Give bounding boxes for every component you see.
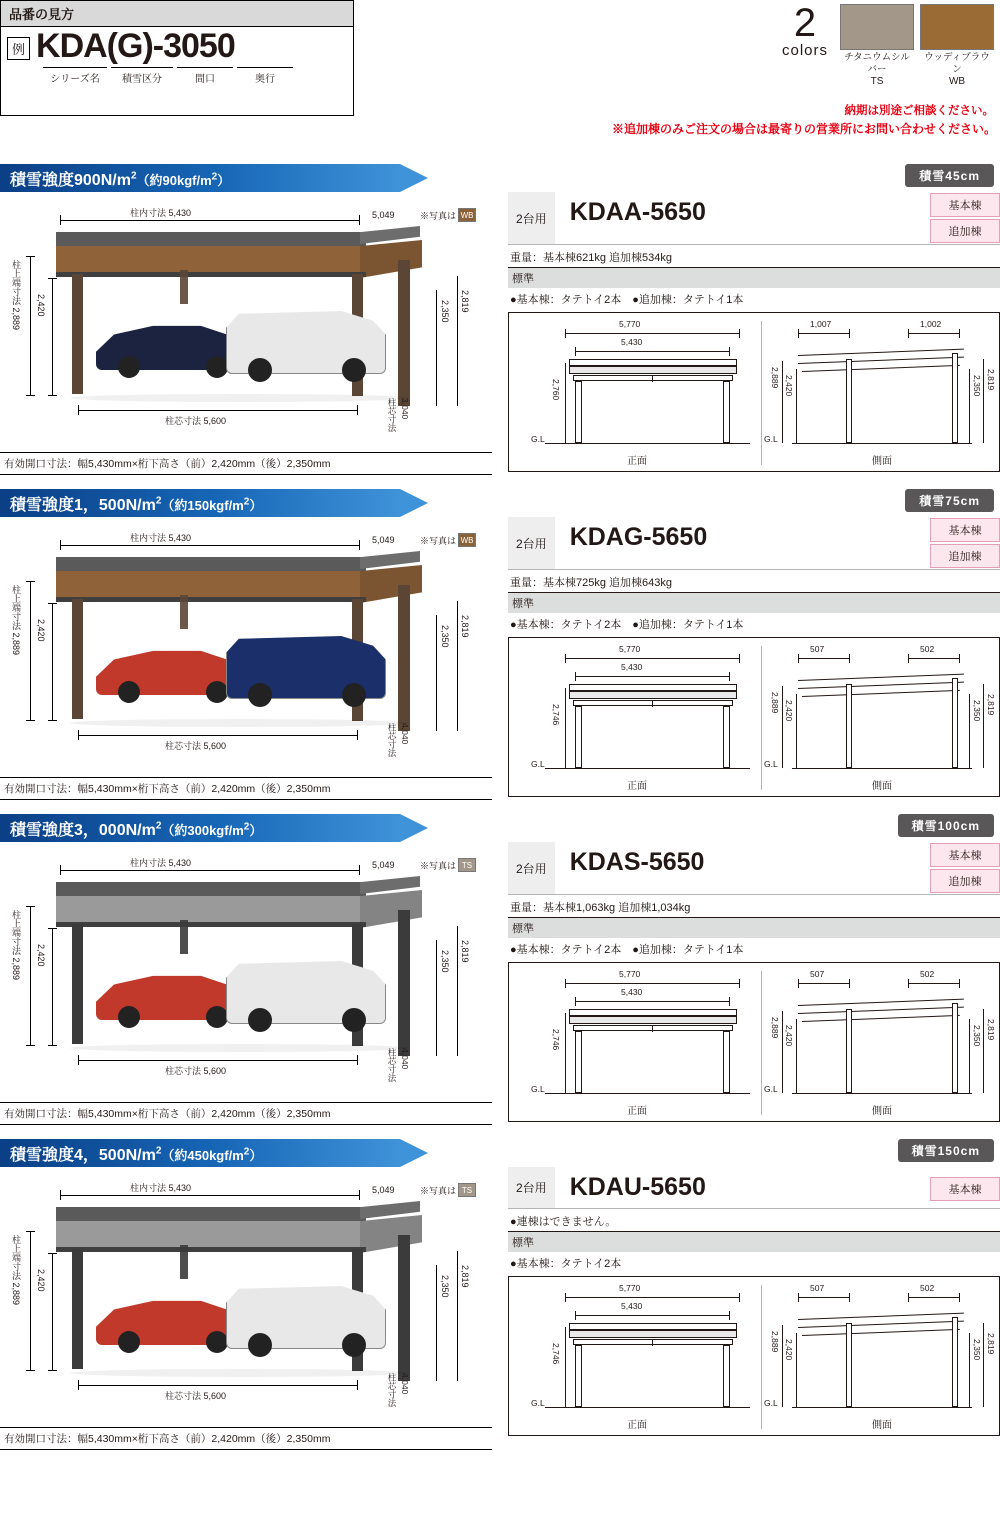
additional-unit-note: ※追加棟のみご注文の場合は最寄りの営業所にお問い合わせください。 <box>611 122 996 136</box>
dim-center-width-0: 柱芯寸法 5,600 <box>165 416 227 426</box>
snow-tab-2: 積雪100cm <box>898 814 994 837</box>
model-guide-title: 品番の見方 <box>1 1 353 27</box>
spec-drawing-2 <box>508 962 1000 1122</box>
product-standard-3: 標準 <box>508 1232 1000 1252</box>
strength-text-3: 積雪強度4，$500N/m^2$（約$450kgf/m^2$） <box>10 1145 263 1164</box>
dim-2350-3: 2,350 <box>440 1275 450 1298</box>
legend-snow: 積雪区分 <box>111 67 173 85</box>
front-top-dim-2: 5,770 <box>619 969 641 979</box>
dim-center-width-1: 柱芯寸法 5,600 <box>165 741 227 751</box>
side-label-0: 側面 <box>872 456 892 467</box>
side-h2350-0: 2,350 <box>972 375 982 397</box>
side-right-dim-1: 502 <box>920 644 935 654</box>
side-h2819-0: 2,819 <box>986 369 996 391</box>
product-weight-1: 重量：基本棟725kg 追加棟643kg <box>508 570 1000 593</box>
product-parts-2: ●基本棟：タテトイ2本 ●追加棟：タテトイ1本 <box>510 944 744 956</box>
carport-illustration-3 <box>0 1173 492 1423</box>
dim-2420-1: 2,420 <box>36 619 46 642</box>
front-height-1: 2,746 <box>551 704 561 726</box>
product-weight-0: 重量：基本棟621kg 追加棟534kg <box>508 245 1000 268</box>
carport-illustration-0 <box>0 198 492 448</box>
swatch-ts-code: TS <box>870 75 884 87</box>
side-h2819-2: 2,819 <box>986 1019 996 1041</box>
front-top-dim-1: 5,770 <box>619 644 641 654</box>
front-gl-3: G.L <box>531 1398 545 1408</box>
dim-center-depth-label-3: 柱芯寸法 <box>387 1373 397 1407</box>
tag-2-0: 基本棟 <box>930 843 1000 867</box>
product-header-3 <box>508 1167 1000 1209</box>
side-right-dim-2: 502 <box>920 969 935 979</box>
front-inner-dim-1: 5,430 <box>621 662 643 672</box>
tag-1-1: 追加棟 <box>930 544 1000 568</box>
product-qty-0: 2台用 <box>508 192 556 244</box>
front-view-1 <box>509 638 761 796</box>
swatch-wb-name: ウッディブラウン <box>924 52 990 75</box>
side-h2420-0: 2,420 <box>784 375 794 397</box>
dim-depth-0: 5,049 <box>372 210 395 220</box>
product-standard-2: 標準 <box>508 918 1000 938</box>
side-left-dim-1: 507 <box>810 644 825 654</box>
strength-banner-1 <box>0 489 440 517</box>
photo-note-text-3: ※写真は <box>420 1185 457 1196</box>
photo-color-chip-1: WB <box>458 533 476 547</box>
tag-0-1: 追加棟 <box>930 219 1000 243</box>
color-options <box>781 1 994 87</box>
side-h2889-2: 2,889 <box>770 1017 780 1039</box>
legend-series: シリーズ名 <box>43 67 107 85</box>
colors-number: 2 <box>793 1 817 45</box>
dim-center-depth-label-1: 柱芯寸法 <box>387 723 397 757</box>
product-header-1 <box>508 517 1000 570</box>
product-parts-0: ●基本棟：タテトイ2本 ●追加棟：タテトイ1本 <box>510 294 744 306</box>
spec-drawing-1 <box>508 637 1000 797</box>
tag-2-1: 追加棟 <box>930 869 1000 893</box>
strength-text-2: 積雪強度3，$000N/m^2$（約$300kgf/m^2$） <box>10 820 263 839</box>
open-dimension-note-3: 有効開口寸法：幅5,430mm×桁下高さ（前）2,420mm（後）2,350mm <box>0 1427 492 1450</box>
side-h2350-3: 2,350 <box>972 1339 982 1361</box>
dim-center-width-3: 柱芯寸法 5,600 <box>165 1391 227 1401</box>
spec-section-3 <box>0 1139 1000 1450</box>
dim-inner-width-2: 柱内寸法 5,430 <box>130 858 192 868</box>
photo-note-text-0: ※写真は <box>420 210 457 221</box>
dim-center-width-2: 柱芯寸法 5,600 <box>165 1066 227 1076</box>
spec-drawing-3 <box>508 1276 1000 1436</box>
side-h2889-0: 2,889 <box>770 367 780 389</box>
swatch-wb-chip <box>920 4 994 50</box>
front-inner-dim-2: 5,430 <box>621 987 643 997</box>
spec-section-0 <box>0 164 1000 475</box>
dim-height-upper-2: 柱上端寸法 2,889 <box>11 910 21 981</box>
model-code: KDA(G)-3050 <box>36 27 235 65</box>
dim-height-upper-1: 柱上端寸法 2,889 <box>11 585 21 656</box>
spec-section-2 <box>0 814 1000 1125</box>
dim-center-depth-label-2: 柱芯寸法 <box>387 1048 397 1082</box>
legend-width: 間口 <box>177 67 233 85</box>
front-view-0 <box>509 313 761 471</box>
product-tags-3 <box>930 1167 1000 1208</box>
front-gl-1: G.L <box>531 759 545 769</box>
snow-tab-1: 積雪75cm <box>905 489 994 512</box>
dim-2420-2: 2,420 <box>36 944 46 967</box>
swatch-ts <box>840 4 914 87</box>
photo-color-chip-2: TS <box>458 858 476 872</box>
front-label-3: 正面 <box>627 1420 647 1431</box>
side-right-dim-0: 1,002 <box>920 319 942 329</box>
dim-2350-0: 2,350 <box>440 300 450 323</box>
dim-2819-1: 2,819 <box>460 615 470 638</box>
dim-2420-0: 2,420 <box>36 294 46 317</box>
tag-0-0: 基本棟 <box>930 193 1000 217</box>
side-view-1 <box>762 638 999 796</box>
dim-center-depth-0: 3,040 <box>400 398 410 420</box>
product-header-0 <box>508 192 1000 245</box>
dim-2420-3: 2,420 <box>36 1269 46 1292</box>
photo-color-chip-3: TS <box>458 1183 476 1197</box>
side-left-dim-3: 507 <box>810 1283 825 1293</box>
product-standard-0: 標準 <box>508 268 1000 288</box>
model-number-guide <box>0 0 354 116</box>
photo-note-text-2: ※写真は <box>420 860 457 871</box>
dim-depth-1: 5,049 <box>372 535 395 545</box>
front-top-dim-3: 5,770 <box>619 1283 641 1293</box>
product-tags-2 <box>930 842 1000 894</box>
swatch-ts-name: チタニウムシルバー <box>844 52 910 75</box>
front-top-dim-0: 5,770 <box>619 319 641 329</box>
open-dimension-note-1: 有効開口寸法：幅5,430mm×桁下高さ（前）2,420mm（後）2,350mm <box>0 777 492 800</box>
front-label-2: 正面 <box>627 1106 647 1117</box>
dim-height-upper-3: 柱上端寸法 2,889 <box>11 1235 21 1306</box>
dim-2819-2: 2,819 <box>460 940 470 963</box>
side-gl-1: G.L <box>764 759 778 769</box>
dim-inner-width-0: 柱内寸法 5,430 <box>130 208 192 218</box>
side-h2420-2: 2,420 <box>784 1025 794 1047</box>
side-h2420-1: 2,420 <box>784 700 794 722</box>
photo-color-note-2 <box>420 858 476 872</box>
swatch-ts-chip <box>840 4 914 50</box>
strength-banner-2 <box>0 814 440 842</box>
side-left-dim-0: 1,007 <box>810 319 832 329</box>
product-weight-2: 重量：基本棟1,063kg 追加棟1,034kg <box>508 895 1000 918</box>
product-parts-1: ●基本棟：タテトイ2本 ●追加棟：タテトイ1本 <box>510 619 744 631</box>
side-h2889-3: 2,889 <box>770 1331 780 1353</box>
side-h2420-3: 2,420 <box>784 1339 794 1361</box>
product-qty-3: 2台用 <box>508 1167 556 1208</box>
product-code-0: KDAA-5650 <box>569 198 706 226</box>
colors-label: colors <box>781 42 828 59</box>
front-height-0: 2,760 <box>551 379 561 401</box>
photo-note-text-1: ※写真は <box>420 535 457 546</box>
dim-center-depth-3: 4,040 <box>400 1373 410 1395</box>
front-label-1: 正面 <box>627 781 647 792</box>
carport-illustration-1 <box>0 523 492 773</box>
strength-banner-3 <box>0 1139 440 1167</box>
side-h2889-1: 2,889 <box>770 692 780 714</box>
photo-color-chip-0: WB <box>458 208 476 222</box>
snow-tab-3: 積雪150cm <box>898 1139 994 1162</box>
front-gl-2: G.L <box>531 1084 545 1094</box>
dim-2350-2: 2,350 <box>440 950 450 973</box>
product-code-2: KDAS-5650 <box>569 848 705 876</box>
photo-color-note-0 <box>420 208 476 222</box>
side-h2819-3: 2,819 <box>986 1333 996 1355</box>
dim-depth-2: 5,049 <box>372 860 395 870</box>
swatch-wb <box>920 4 994 87</box>
front-view-2 <box>509 963 761 1121</box>
front-gl-0: G.L <box>531 434 545 444</box>
side-label-2: 側面 <box>872 1106 892 1117</box>
dim-center-depth-2: 4,040 <box>400 1048 410 1070</box>
dim-inner-width-3: 柱内寸法 5,430 <box>130 1183 192 1193</box>
side-left-dim-2: 507 <box>810 969 825 979</box>
side-gl-0: G.L <box>764 434 778 444</box>
photo-color-note-1 <box>420 533 476 547</box>
dim-2819-3: 2,819 <box>460 1265 470 1288</box>
side-view-0 <box>762 313 999 471</box>
product-qty-1: 2台用 <box>508 517 556 569</box>
strength-text-0: 積雪強度$900N/m^2$（約$90kgf/m^2$） <box>10 170 231 189</box>
snow-tab-0: 積雪45cm <box>905 164 994 187</box>
front-height-3: 2,746 <box>551 1343 561 1365</box>
product-weight-3: ●連棟はできません。 <box>508 1209 1000 1232</box>
product-header-2 <box>508 842 1000 895</box>
side-h2350-1: 2,350 <box>972 700 982 722</box>
side-h2350-2: 2,350 <box>972 1025 982 1047</box>
carport-illustration-2 <box>0 848 492 1098</box>
product-parts-3: ●基本棟：タテトイ2本 <box>510 1258 622 1270</box>
side-label-1: 側面 <box>872 781 892 792</box>
side-view-3 <box>762 1277 999 1435</box>
side-right-dim-3: 502 <box>920 1283 935 1293</box>
dim-height-upper-0: 柱上端寸法 2,889 <box>11 260 21 331</box>
side-h2819-1: 2,819 <box>986 694 996 716</box>
tag-3-0: 基本棟 <box>930 1177 1000 1201</box>
open-dimension-note-2: 有効開口寸法：幅5,430mm×桁下高さ（前）2,420mm（後）2,350mm <box>0 1102 492 1125</box>
side-label-3: 側面 <box>872 1420 892 1431</box>
front-inner-dim-0: 5,430 <box>621 337 643 347</box>
side-gl-2: G.L <box>764 1084 778 1094</box>
product-standard-1: 標準 <box>508 593 1000 613</box>
dim-center-depth-label-0: 柱芯寸法 <box>387 398 397 432</box>
front-view-3 <box>509 1277 761 1435</box>
spec-drawing-0 <box>508 312 1000 472</box>
side-gl-3: G.L <box>764 1398 778 1408</box>
front-label-0: 正面 <box>627 456 647 467</box>
product-qty-2: 2台用 <box>508 842 556 894</box>
example-badge: 例 <box>7 37 30 60</box>
open-dimension-note-0: 有効開口寸法：幅5,430mm×桁下高さ（前）2,420mm（後）2,350mm <box>0 452 492 475</box>
strength-text-1: 積雪強度1，$500N/m^2$（約$150kgf/m^2$） <box>10 495 263 514</box>
spec-section-1 <box>0 489 1000 800</box>
legend-depth: 奥行 <box>237 67 293 85</box>
product-code-3: KDAU-5650 <box>569 1173 706 1201</box>
dim-2350-1: 2,350 <box>440 625 450 648</box>
photo-color-note-3 <box>420 1183 476 1197</box>
product-tags-0 <box>930 192 1000 244</box>
delivery-note: 納期は別途ご相談ください。 <box>844 105 994 117</box>
dim-depth-3: 5,049 <box>372 1185 395 1195</box>
product-code-1: KDAG-5650 <box>569 523 708 551</box>
swatch-wb-code: WB <box>948 75 966 87</box>
front-height-2: 2,746 <box>551 1029 561 1051</box>
page-header <box>0 0 1000 150</box>
colors-count <box>781 1 828 59</box>
product-tags-1 <box>930 517 1000 569</box>
tag-1-0: 基本棟 <box>930 518 1000 542</box>
model-legend <box>43 67 353 85</box>
strength-banner-0 <box>0 164 440 192</box>
side-view-2 <box>762 963 999 1121</box>
dim-inner-width-1: 柱内寸法 5,430 <box>130 533 192 543</box>
front-inner-dim-3: 5,430 <box>621 1301 643 1311</box>
dim-center-depth-1: 4,040 <box>400 723 410 745</box>
dim-2819-0: 2,819 <box>460 290 470 313</box>
